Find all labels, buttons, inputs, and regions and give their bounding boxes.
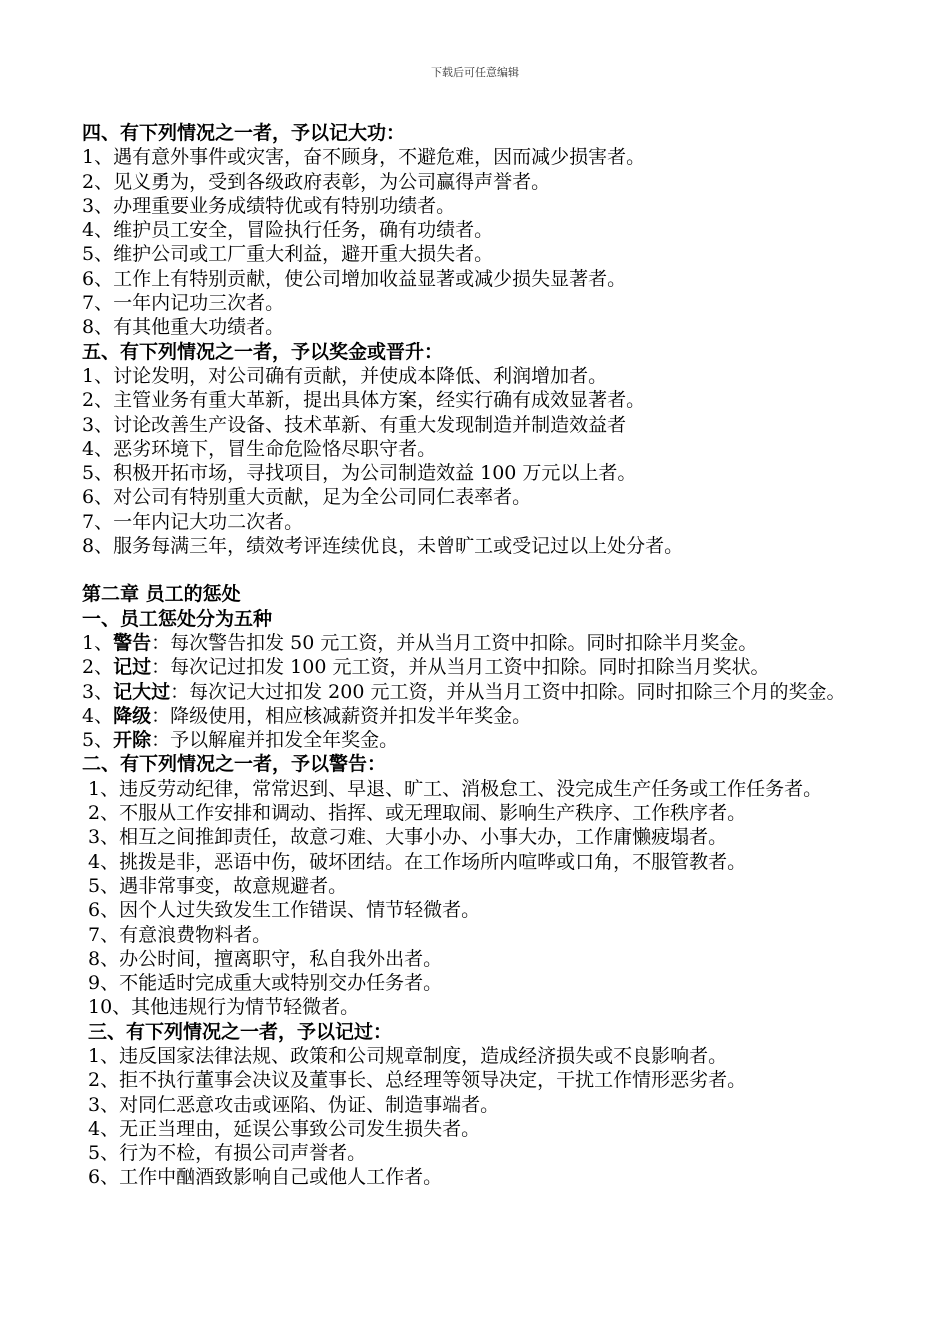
penalty-num: 1、: [82, 631, 114, 654]
penalty-num: 3、: [82, 680, 114, 703]
list-item-text: 1、违反劳动纪律，常常迟到、早退、旷工、消极怠工、没完成生产任务或工作任务者。: [88, 777, 823, 800]
sub1-heading: 一、员工惩处分为五种: [82, 607, 273, 630]
list-item: 6、工作上有特别贡献，使公司增加收益显著或减少损失显著者。: [82, 267, 627, 290]
list-item: 4、恶劣环境下，冒生命危险恪尽职守者。: [82, 437, 437, 460]
list-item: 2、拒不执行董事会决议及董事长、总经理等领导决定，干扰工作情形恶劣者。: [88, 1069, 747, 1092]
list-item: 7、一年内记大功二次者。: [82, 510, 304, 533]
section4-heading: 四、有下列情况之一者，予以记大功：: [82, 122, 406, 144]
list-item: 7、有意浪费物料者。: [88, 923, 272, 946]
penalty-desc: ：每次记大过扣发 200 元工资，并从当月工资中扣除。同时扣除三个月的奖金。: [170, 680, 846, 703]
list-item: 6、对公司有特别重大贡献，足为全公司同仁表率者。: [82, 486, 532, 509]
penalty-term: 记过: [113, 656, 152, 679]
penalty-item: [82, 680, 882, 704]
list-item: 3、讨论改善生产设备、技术革新、有重大发现制造并制造效益者: [82, 413, 627, 436]
list-item: 5、行为不检，有损公司声誉者。: [88, 1142, 367, 1165]
list-item: 4、维护员工安全，冒险执行任务，确有功绩者。: [82, 219, 494, 242]
list-item: 5、积极开拓市场，寻找项目，为公司制造效益 100 万元以上者。: [82, 462, 637, 485]
list-item: 1、违反国家法律法规、政策和公司规章制度，造成经济损失或不良影响者。: [88, 1044, 728, 1067]
list-item: 2、主管业务有重大革新，提出具体方案，经实行确有成效显著者。: [82, 389, 646, 412]
penalty-num: 4、: [82, 704, 114, 727]
penalty-item: [82, 631, 882, 655]
list-item: 10、其他违规行为情节轻微者。: [88, 996, 360, 1019]
list-item: 3、相互之间推卸责任，故意刁难、大事小办、小事大办，工作庸懒疲塌者。: [88, 826, 728, 849]
list-item: 8、有其他重大功绩者。: [82, 316, 285, 339]
section5-heading: 五、有下列情况之一者，予以奖金或晋升：: [82, 340, 444, 363]
penalty-num: 2、: [82, 656, 114, 679]
list-item: 4、挑拨是非，恶语中伤，破坏团结。在工作场所内喧哗或口角，不服管教者。: [88, 850, 747, 873]
list-item: 2、见义勇为，受到各级政府表彰，为公司赢得声誉者。: [82, 170, 551, 193]
list-item: 8、办公时间，擅离职守，私自我外出者。: [88, 947, 443, 970]
list-item: 8、服务每满三年，绩效考评连续优良，未曾旷工或受记过以上处分者。: [82, 535, 684, 558]
penalty-desc: ：每次警告扣发 50 元工资，并从当月工资中扣除。同时扣除半月奖金。: [151, 631, 758, 654]
list-item: 5、遇非常事变，故意规避者。: [88, 874, 348, 897]
sub2-heading: 二、有下列情况之一者，予以警告：: [82, 753, 387, 776]
list-item: 6、因个人过失致发生工作错误、情节轻微者。: [88, 899, 481, 922]
penalty-desc: ：予以解雇并扣发全年奖金。: [151, 729, 399, 752]
penalty-term: 记大过: [113, 680, 171, 703]
penalty-desc: ：降级使用，相应核减薪资并扣发半年奖金。: [151, 704, 532, 727]
list-item: 1、讨论发明，对公司确有贡献，并使成本降低、利润增加者。: [82, 364, 608, 387]
document-body: [82, 121, 882, 1190]
list-item: 1、遇有意外事件或灾害，奋不顾身，不避危难，因而减少损害者。: [82, 146, 646, 169]
list-item: 9、不能适时完成重大或特别交办任务者。: [88, 972, 443, 995]
penalty-desc: ：每次记过扣发 100 元工资，并从当月工资中扣除。同时扣除当月奖状。: [151, 656, 770, 679]
list-item: [82, 777, 882, 801]
penalty-num: 5、: [82, 729, 114, 752]
list-item: 5、维护公司或工厂重大利益，避开重大损失者。: [82, 243, 494, 266]
sub3-heading: 三、有下列情况之一者，予以记过：: [88, 1020, 393, 1043]
penalty-term: 降级: [113, 704, 152, 727]
list-item: 2、不服从工作安排和调动、指挥、或无理取闹、影响生产秩序、工作秩序者。: [88, 802, 747, 825]
list-item: 3、办理重要业务成绩特优或有特别功绩者。: [82, 194, 456, 217]
list-item: 3、对同仁恶意攻击或诬陷、伪证、制造事端者。: [88, 1093, 500, 1116]
penalty-term: 开除: [113, 729, 152, 752]
penalty-item: [82, 655, 882, 679]
list-item: 7、一年内记功三次者。: [82, 292, 285, 315]
blank-line: [82, 558, 882, 582]
penalty-item: [82, 728, 882, 752]
penalty-item: [82, 704, 882, 728]
chapter-title: 第二章 员工的惩处: [82, 583, 241, 606]
list-item: 6、工作中酗酒致影响自己或他人工作者。: [88, 1166, 443, 1189]
page-header: 下载后可任意编辑: [431, 66, 519, 79]
list-item: 4、无正当理由，延误公事致公司发生损失者。: [88, 1117, 481, 1140]
penalty-term: 警告: [113, 631, 152, 654]
